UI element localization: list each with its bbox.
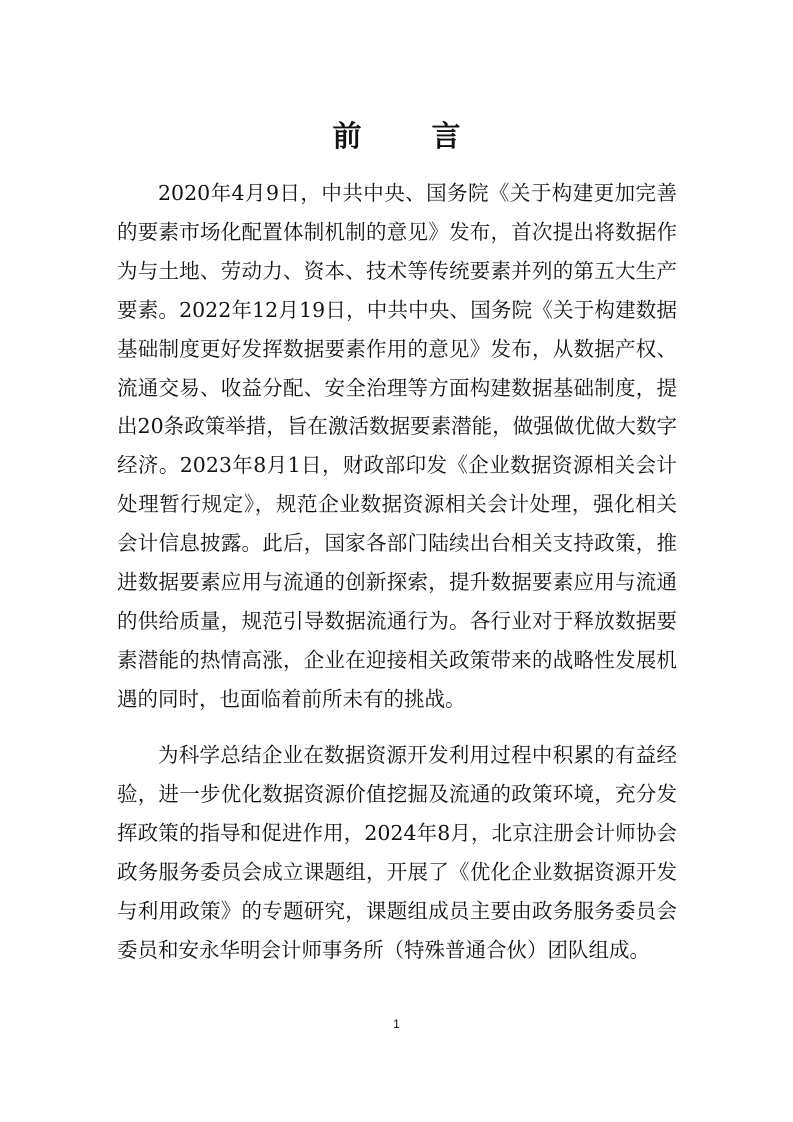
- page-number: 1: [393, 1017, 400, 1031]
- page-title: 前 言: [332, 119, 491, 153]
- paragraph-background: 2020年4月9日，中共中央、国务院《关于构建更加完善的要素市场化配置体制机制的意见》发布，首次提出将数据作为与土地、劳动力、资本、技术等传统要素并列的第五大生产要素。2022年12月19日，中共中央、国务院《关于构建数据基础制度更好发挥数据要素作用的意见》发布，从数据产权、流通交易、收益分配、安全治理等方面构建数据基础制度，提出20条政策举措，旨在激活数据要素潜能，做强做优做大数字经济。2023年8月1日，财政部印发《企业数据资源相关会计处理暂行规定》，规范企业数据资源相关会计处理，强化相关会计信息披露。此后，国家各部门陆续出台相关支持政策，推进数据要素应用与流通的创新探索，提升数据要素应用与流通的供给质量，规范引导数据流通行为。各行业对于释放数据要素潜能的热情高涨，企业在迎接相关政策带来的战略性发展机遇的同时，也面临着前所未有的挑战。: [117, 181, 677, 711]
- paragraph-research-group: 为科学总结企业在数据资源开发利用过程中积累的有益经验，进一步优化数据资源价值挖掘及流通的政策环境，充分发挥政策的指导和促进作用，2024年8月，北京注册会计师协会政务服务委员会成立课题组，开展了《优化企业数据资源开发与利用政策》的专题研究，课题组成员主要由政务服务委员会委员和安永华明会计师事务所（特殊普通合伙）团队组成。: [117, 743, 677, 962]
